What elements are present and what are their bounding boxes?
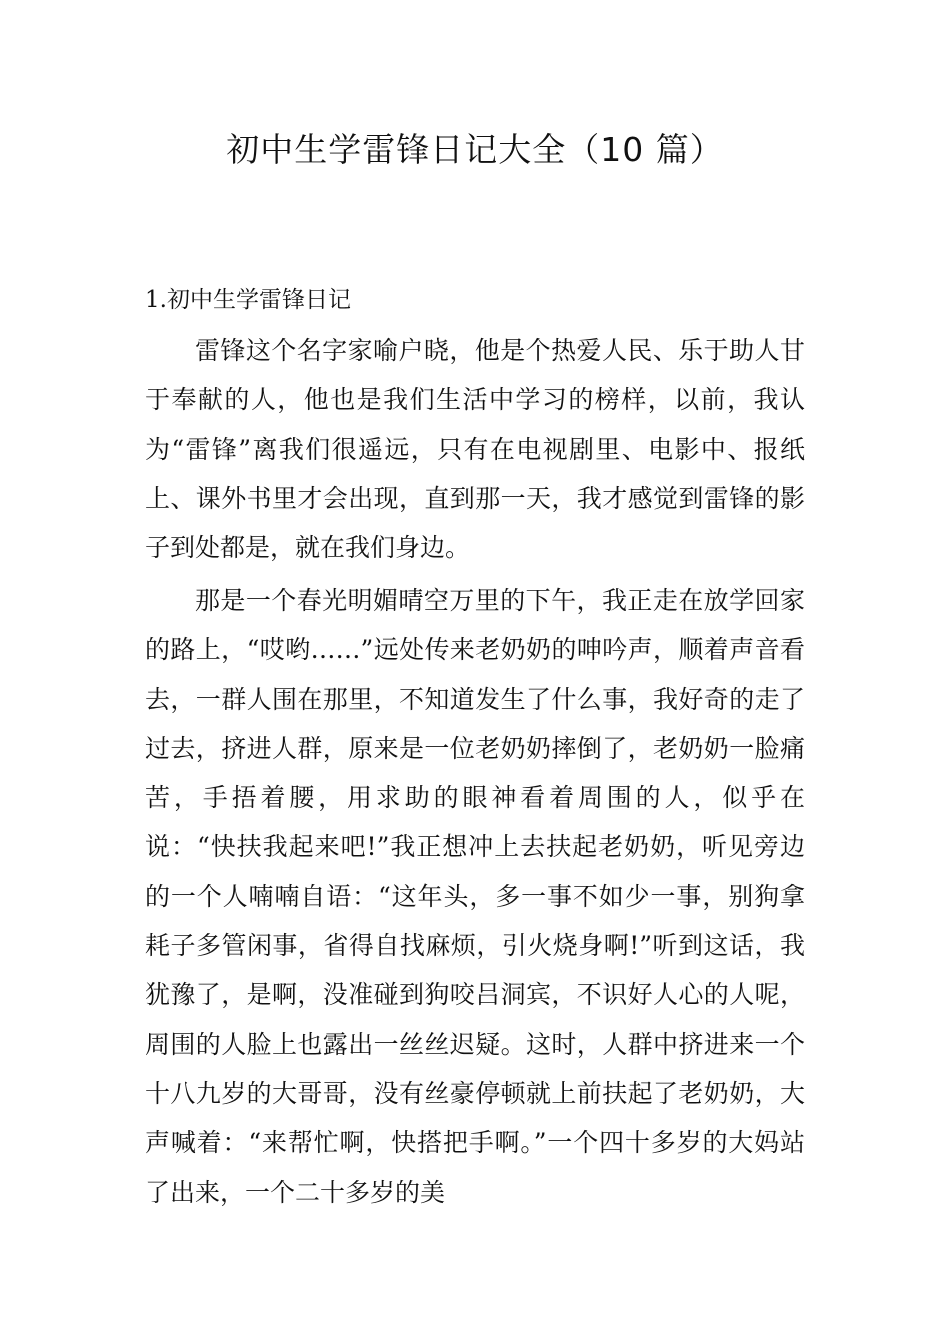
document-title: 初中生学雷锋日记大全（10 篇） [226,130,724,169]
section-heading: 1.初中生学雷锋日记 [145,287,351,313]
paragraph-2: 那是一个春光明媚晴空万里的下午，我正走在放学回家的路上，“哎哟……”远处传来老奶奶的呻吟声，顺着声音看去，一群人围在那里，不知道发生了什么事，我好奇的走了过去，挤进人群，原来是一位老奶奶摔倒了，老奶奶一脸痛苦，手捂着腰，用求助的眼神看着周围的人，似乎在说：“快扶我起来吧!”我正想冲上去扶起老奶奶，听见旁边的一个人喃喃自语：“这年头，多一事不如少一事，别狗拿耗子多管闲事，省得自找麻烦，引火烧身啊!”听到这话，我犹豫了，是啊，没准碰到狗咬吕洞宾，不识好人心的人呢，周围的人脸上也露出一丝丝迟疑。这时，人群中挤进来一个十八九岁的大哥哥，没有丝豪停顿就上前扶起了老奶奶，大声喊着：“来帮忙啊，快搭把手啊。”一个四十多岁的大妈站了出来，一个二十多岁的美 [145,586,805,1207]
paragraph-1: 雷锋这个名字家喻户晓，他是个热爱人民、乐于助人甘于奉献的人，他也是我们生活中学习的榜样，以前，我认为“雷锋”离我们很遥远，只有在电视剧里、电影中、报纸上、课外书里才会出现，直到那一天，我才感觉到雷锋的影子到处都是，就在我们身边。 [145,336,805,563]
